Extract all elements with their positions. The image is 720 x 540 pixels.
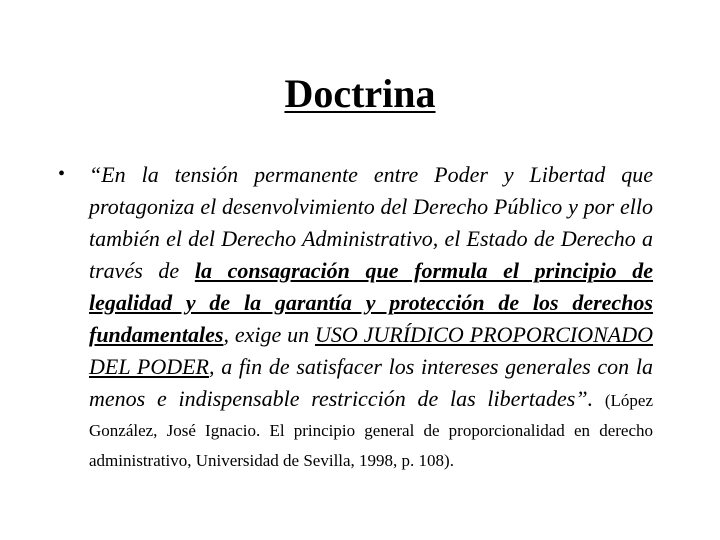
quote-text-intro: “En la tensión permanente entre Poder y Libertad que protagoniza el desenvolvimiento del Derecho Público y por ello también el del Derecho Administrativo, el Estado de Derecho a través de (89, 162, 653, 283)
quote-text-emphasis-power: USO JURÍDICO PROPORCIONADO DEL PODER (89, 322, 653, 379)
quote-text-conclusion: , a fin de satisfacer los intereses generales con la menos e indispensable restricción de las libertades”. (89, 354, 653, 411)
quote-text-connector: , exige un (223, 322, 315, 347)
quote-paragraph (89, 160, 653, 476)
quote-text-emphasis-principles: la consagración que formula el principio de legalidad y de la garantía y protección de los derechos fundamentales (89, 258, 653, 347)
slide-title (0, 70, 720, 118)
slide-title-text: Doctrina (284, 71, 436, 116)
bullet-marker: • (58, 163, 66, 185)
quote-citation: (López González, José Ignacio. El principio general de proporcionalidad en derecho administrativo, Universidad de Sevilla, 1998, p. 108). (89, 391, 653, 470)
